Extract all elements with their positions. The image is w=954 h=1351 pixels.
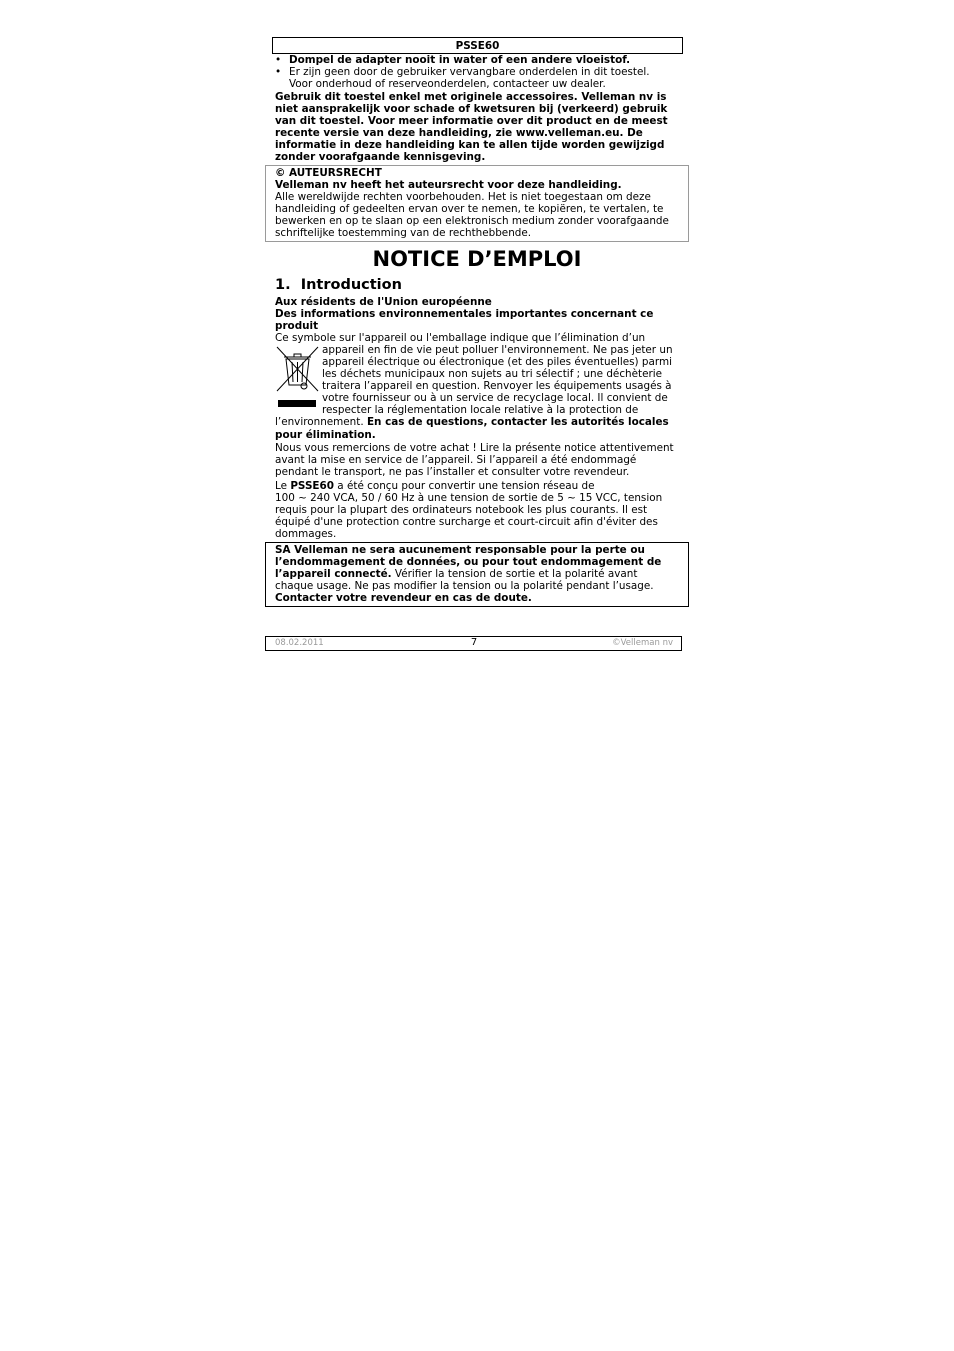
product-line: 100 ~ 240 VCA, 50 / 60 Hz à une tension de sortie de 5 ~ 15 VCC, tension [275,492,663,504]
env-tail [275,416,669,428]
env-tail-plain: l’environnement. [275,416,367,428]
footer-copyright: ©Velleman nv [612,638,673,648]
symbol-line: appareil électrique ou électronique (et des piles éventuelles) parmi [322,356,672,368]
nl-warning-line: zonder voorafgaande kennisgeving. [275,151,486,163]
copyright-line: bewerken en op te slaan op een elektronisch medium zonder voorafgaande [275,215,669,227]
bullet-dot: • [275,54,282,66]
symbol-line: respecter la réglementation locale relative à la protection de [322,404,639,416]
copyright-line: schriftelijke toestemming van de rechthebbende. [275,227,532,239]
symbol-intro: Ce symbole sur l'appareil ou l'emballage indique que l’élimination d’un [275,332,646,344]
symbol-line: traitera l’appareil en question. Renvoyer les équipements usagés à [322,380,672,392]
thanks-line: pendant le transport, ne pas l’installer et consulter votre revendeur. [275,466,630,478]
notice-line3-bold: l’appareil connecté. [275,568,392,580]
symbol-line: appareil en fin de vie peut polluer l'environnement. Ne pas jeter un [322,344,673,356]
notice-line: chaque usage. Ne pas modifier la tension ou la polarité pendant l’usage. [275,580,654,592]
footer-date: 08.02.2011 [275,638,324,648]
product-line: requis pour la plupart des ordinateurs notebook les plus courants. Il est [275,504,648,516]
notice-line: Contacter votre revendeur en cas de doute. [275,592,532,604]
bullet-1: Dompel de adapter nooit in water of een andere vloeistof. [289,54,631,66]
copyright-subtitle: Velleman nv heeft het auteursrecht voor deze handleiding. [275,179,622,191]
bullet-2: Er zijn geen door de gebruiker vervangbare onderdelen in dit toestel. [289,66,650,78]
product-line: dommages. [275,528,337,540]
nl-warning-line: niet aansprakelijk voor schade of kwetsuren bij (verkeerd) gebruik [275,103,668,115]
thanks-line: avant la mise en service de l’appareil. Si l’appareil a été endommagé [275,454,637,466]
symbol-line: les déchets municipaux non sujets au tri sélectif ; une déchèterie [322,368,663,380]
weee-bin-icon [275,345,321,411]
nl-warning-line: Gebruik dit toestel enkel met originele accessoires. Velleman nv is [275,91,667,103]
footer-page-number: 7 [470,637,478,648]
nl-warning-line: van dit toestel. Voor meer informatie over dit product en de meest [275,115,668,127]
copyright-line: Alle wereldwijde rechten voorbehouden. Het is niet toegestaan om deze [275,191,651,203]
copyright-title: © AUTEURSRECHT [275,167,382,179]
product-prefix: Le [275,480,291,492]
section-heading: 1. Introduction [275,277,402,293]
notice-line3-plain: Vérifier la tension de sortie et la polarité avant [391,568,638,580]
product-line1-rest: a été conçu pour convertir une tension réseau de [334,480,595,492]
thanks-line: Nous vous remercions de votre achat ! Lire la présente notice attentivement [275,442,674,454]
env-heading-line: Des informations environnementales importantes concernant ce [275,308,654,320]
env-tail-bold-2: pour élimination. [275,429,376,441]
page-title: NOTICE D’EMPLOI [372,247,582,271]
notice-line: l’endommagement de données, ou pour tout endommagement de [275,556,662,568]
notice-line: SA Velleman ne sera aucunement responsable pour la perte ou [275,544,645,556]
nl-warning-line: recente versie van deze handleiding, zie www.velleman.eu. De [275,127,643,139]
product-line: équipé d'une protection contre surcharge et court-circuit afin d'éviter des [275,516,658,528]
product-line-1 [275,480,594,492]
bullet-2-cont: Voor onderhoud of reserveonderdelen, contacteer uw dealer. [289,78,606,90]
nl-warning-line: informatie in deze handleiding kan te allen tijde worden gewijzigd [275,139,665,151]
copyright-line: handleiding of gedeelten ervan over te nemen, te kopiëren, te vertalen, te [275,203,664,215]
bullet-dot: • [275,66,282,78]
env-heading-line: produit [275,320,319,332]
symbol-line: votre fournisseur ou à un service de recyclage local. Il convient de [322,392,668,404]
env-tail-bold: En cas de questions, contacter les autorités locales [366,416,669,428]
eu-heading: Aux résidents de l'Union européenne [275,296,492,308]
product-model: PSSE60 [290,480,334,492]
notice-line-3 [275,568,637,580]
header-model: PSSE60 [455,40,500,52]
